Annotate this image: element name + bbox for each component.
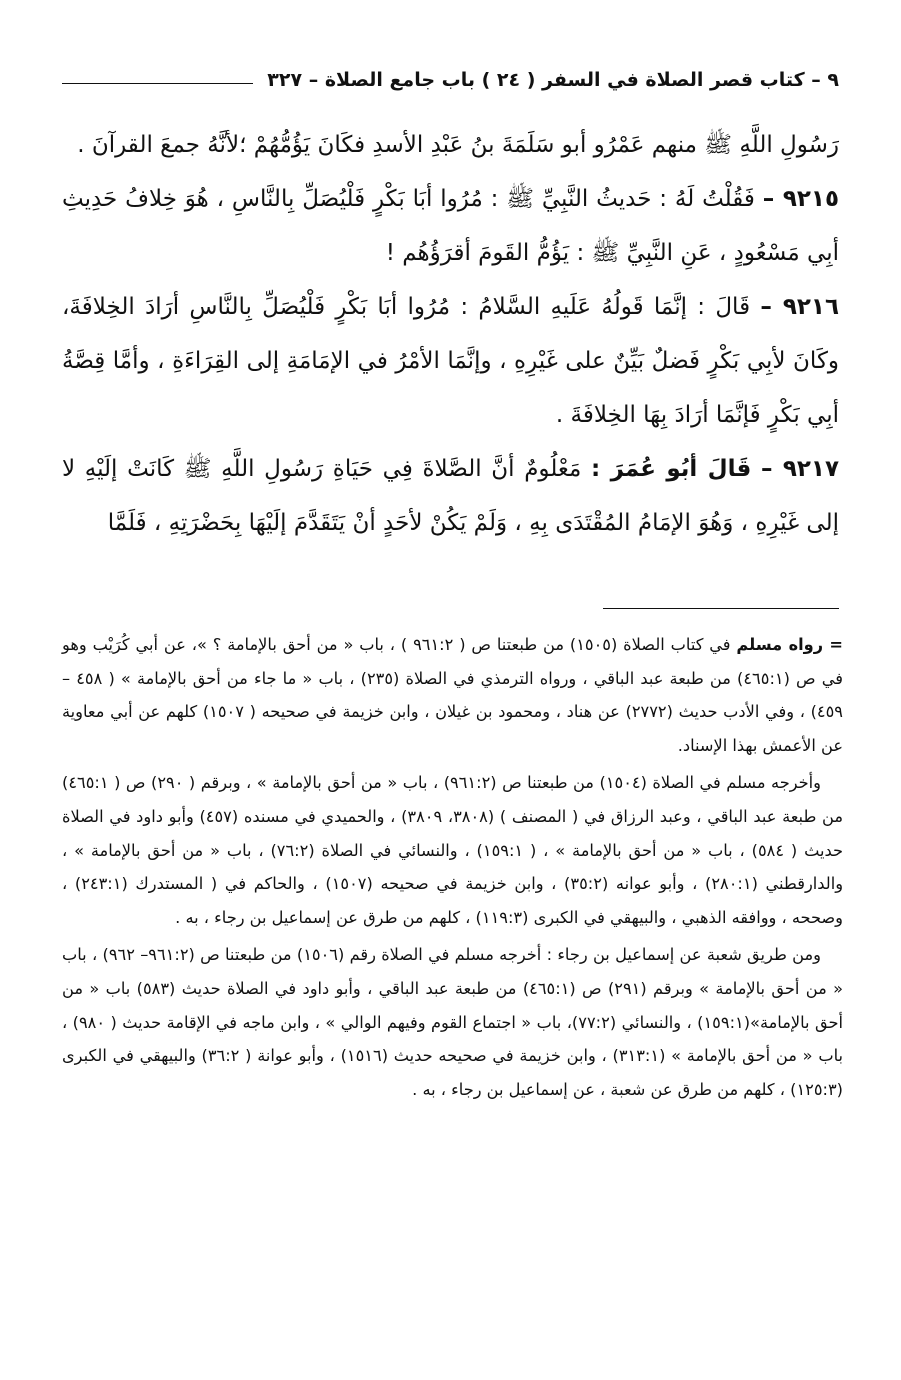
running-head — [62, 60, 839, 100]
hadith-9216 — [62, 280, 839, 442]
opening-text: رَسُولِ اللَّهِ ﷺ منهم عَمْرُو أبو سَلَمَةَ بنُ عَبْدِ الأسدِ فكَانَ يَؤُمُّهُمْ ؛لأنَّهُ جمعَ القرآنَ . — [77, 132, 839, 158]
footnote-paragraph-1 — [62, 628, 843, 762]
hadith-9217 — [62, 442, 839, 550]
footnote-lead: = رواه مسلم — [736, 635, 843, 654]
footnote-text-2: وأخرجه مسلم في الصلاة (١٥٠٤) من طبعتنا ص (٩٦١:٢) ، باب « من أحق بالإمامة » ، وبرقم ( ٢٩٠) ص ( ٤٦٥:١) من طبعة عبد الباقي ، وعبد الرزاق في ( المصنف ) (٣٨٠٨، ٣٨٠٩) ، والحميدي في مسنده (٤٥٧) وأبو داود في الصلاة حديث ( ٥٨٤) ، باب « من أحق بالإمامة » ، ( ١٥٩:١) ، والنسائي في الصلاة (٧٦:٢) ، باب « من أحق بالإمامة » ، والدارقطني (٢٨٠:١) ، وأبو عوانه (٣٥:٢) ، وابن خزيمة في صحيحه (١٥٠٧) ، والحاكم في ( المستدرك (٢٤٣:١) ، وصححه ، ووافقه الذهبي ، والبيهقي في الكبرى (١١٩:٣) ، كلهم من طرق عن إسماعيل بن رجاء ، به . — [62, 773, 844, 927]
hadith-number-9217: ٩٢١٧ – — [761, 456, 840, 482]
hadith-9215 — [62, 172, 839, 280]
footnote-text-1: في كتاب الصلاة (١٥٠٥) من طبعتنا ص ( ٩٦١:٢ ) ، باب « من أحق بالإمامة ؟ »، عن أبي كُرَيْب وهو في ص (٤٦٥:١) من طبعة عبد الباقي ، ورواه الترمذي في الصلاة (٢٣٥) ، باب « ما جاء من أحق بالإمامة » ( ٤٥٨ – ٤٥٩) ، وفي الأدب حديث (٢٧٧٢) عن هناد ، ومحمود بن غيلان ، وابن خزيمة في صحيحه ( ١٥٠٧) كلهم عن أبي معاوية عن الأعمش بهذا الإسناد. — [62, 635, 843, 755]
footnote-paragraph-3 — [62, 938, 843, 1106]
hadith-text-9215: فَقُلْتُ لَهُ : حَديثُ النَّبِيِّ ﷺ : مُرُوا أبَا بَكْرٍ فَلْيُصَلِّ بِالنَّاسِ ، هُوَ خِلافُ حَدِيثِ أبِي مَسْعُودٍ ، عَنِ النَّبِيِّ ﷺ : يَؤُمُّ القَومَ أقرَؤُهُم ! — [62, 186, 839, 266]
opening-paragraph — [62, 118, 839, 172]
footnote-text-3: ومن طريق شعبة عن إسماعيل بن رجاء : أخرجه مسلم في الصلاة رقم (١٥٠٦) من طبعتنا ص (٩٦١:٢– ٩٦٢) ، باب « من أحق بالإمامة » وبرقم (٢٩١) ص (٤٦٥:١) من طبعة عبد الباقي ، وأبو داود في الصلاة حديث (٥٨٣) باب « من أحق بالإمامة»(١٥٩:١) ، والنسائي (٧٧:٢)، باب « اجتماع القوم وفيهم الوالي » ، وابن ماجه في الإقامة حديث ( ٩٨٠) ، باب « من أحق بالإمامة » (٣١٣:١) ، وابن خزيمة في صحيحه حديث (١٥١٦) ، وأبو عوانة ( ٣٦:٢) والبيهقي في الكبرى (١٢٥:٣) ، كلهم من طرق عن شعبة ، عن إسماعيل بن رجاء ، به . — [62, 945, 844, 1099]
footnote-paragraph-2 — [62, 766, 843, 934]
hadith-text-9217: مَعْلُومٌ أنَّ الصَّلاةَ فِي حَيَاةِ رَسُولِ اللَّهِ ﷺ كَانَتْ إلَيْهِ لا إلى غَيْرِهِ ، وَهُوَ الإمَامُ المُقْتَدَى بِهِ ، وَلَمْ يَكُنْ لأحَدٍ أنْ يَتَقَدَّمَ إلَيْهَا بِحَضْرَتِهِ ، فَلَمَّا — [62, 456, 839, 536]
hadith-speaker-9217: قَالَ أبُو عُمَرَ : — [591, 456, 752, 482]
footnote-separator — [603, 608, 839, 609]
footnotes — [62, 628, 843, 1110]
main-text — [62, 118, 839, 550]
hadith-number-9215: ٩٢١٥ – — [762, 186, 840, 212]
hadith-text-9216: قَالَ : إنَّمَا قَولُهُ عَلَيهِ السَّلامُ : مُرُوا أبَا بَكْرٍ فَلْيُصَلِّ بِالنَّاسِ أرَادَ الخِلافَةَ، وكَانَ لأبِي بَكْرٍ فَضلٌ بَيِّنٌ على غَيْرِهِ ، وإنَّمَا الأمْرُ في الإمَامَةِ إلى القِرَاءَةِ ، وأمَّا قِصَّةُ أبِي بَكْرٍ فَإنَّمَا أرَادَ بِهَا الخِلافَةَ . — [62, 294, 839, 428]
running-head-text: ٩ – كتاب قصر الصلاة في السفر ( ٢٤ ) باب جامع الصلاة – ٣٢٧ — [267, 69, 839, 91]
header-rule — [62, 83, 253, 84]
hadith-number-9216: ٩٢١٦ – — [760, 294, 840, 320]
